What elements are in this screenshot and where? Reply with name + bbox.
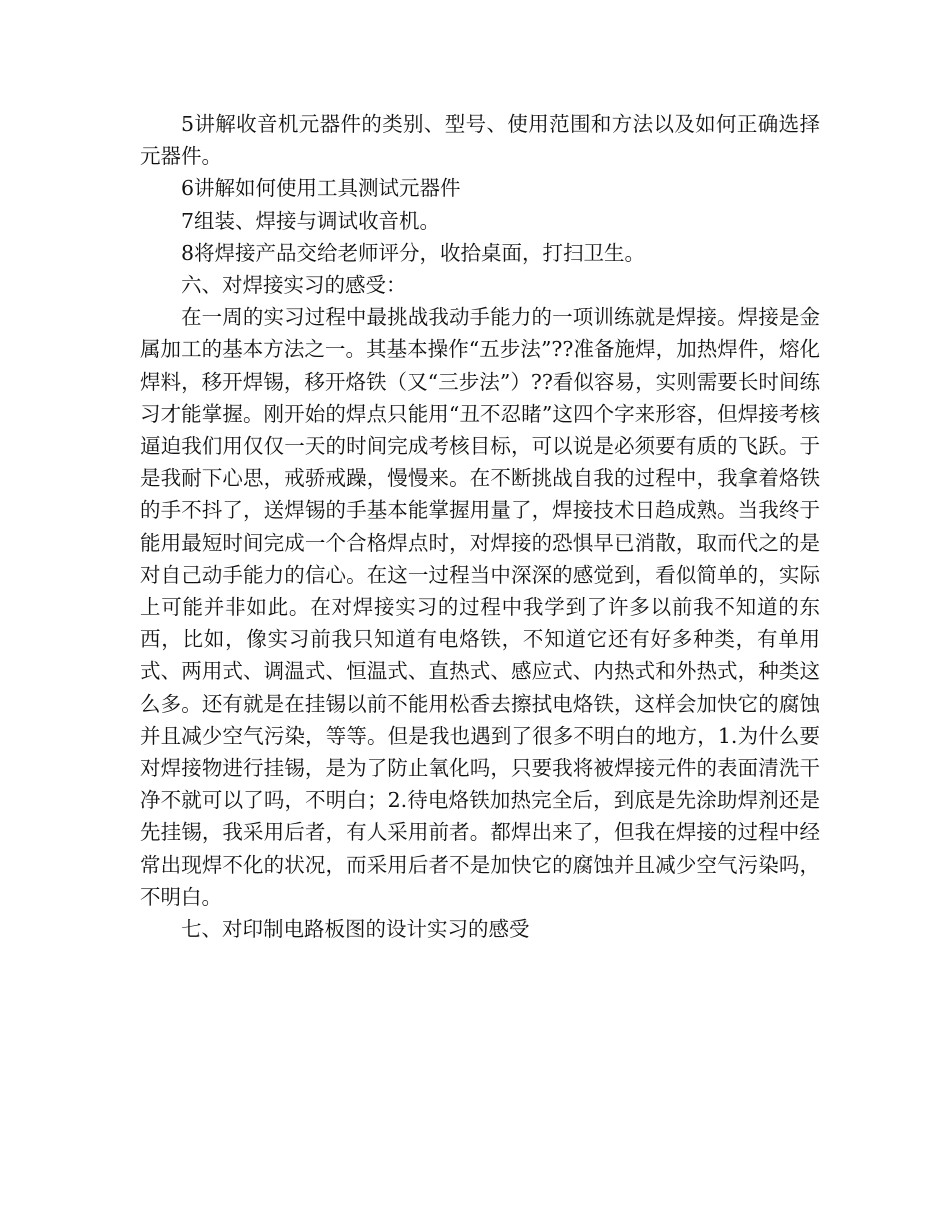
paragraph-item-8: 8将焊接产品交给老师评分，收拾桌面，打扫卫生。 xyxy=(181,240,646,265)
paragraph-item-6: 6讲解如何使用工具测试元器件 xyxy=(181,176,461,201)
paragraph-welding-reflection: 在一周的实习过程中最挑战我动手能力的一项训练就是焊接。焊接是金属加工的基本方法之一。其基本操作“五步法”??准备施焊，加热焊件，熔化焊料，移开焊锡，移开烙铁（又“三步法”）??看似容易，实则需要长时间练习才能掌握。刚开始的焊点只能用“丑不忍睹”这四个字来形容，但焊接考核逼迫我们用仅仅一天的时间完成考核目标，可以说是必须要有质的飞跃。于是我耐下心思，戒骄戒躁，慢慢来。在不断挑战自我的过程中，我拿着烙铁的手不抖了，送焊锡的手基本能掌握用量了，焊接技术日趋成熟。当我终于能用最短时间完成一个合格焊点时，对焊接的恐惧早已消散，取而代之的是对自己动手能力的信心。在这一过程当中深深的感觉到，看似简单的，实际上可能并非如此。在对焊接实习的过程中我学到了许多以前我不知道的东西，比如，像实习前我只知道有电烙铁，不知道它还有好多种类，有单用式、两用式、调温式、恒温式、直热式、感应式、内热式和外热式，种类这么多。还有就是在挂锡以前不能用松香去擦拭电烙铁，这样会加快它的腐蚀并且减少空气污染，等等。但是我也遇到了很多不明白的地方，1.为什么要对焊接物进行挂锡，是为了防止氧化吗，只要我将被焊接元件的表面清洗干净不就可以了吗，不明白；2.待电烙铁加热完全后，到底是先涂助焊剂还是先挂锡，我采用后者，有人采用前者。都焊出来了，但我在焊接的过程中经常出现焊不化的状况，而采用后者不是加快它的腐蚀并且减少空气污染吗，不明白。 xyxy=(140,305,820,909)
section-heading-6: 六、对焊接实习的感受： xyxy=(181,273,407,298)
paragraph-item-5: 5讲解收音机元器件的类别、型号、使用范围和方法以及如何正确选择元器件。 xyxy=(140,112,820,169)
section-heading-7: 七、对印制电路板图的设计实习的感受 xyxy=(181,917,530,942)
document-body xyxy=(140,108,820,945)
paragraph-item-7: 7组装、焊接与调试收音机。 xyxy=(181,208,441,233)
